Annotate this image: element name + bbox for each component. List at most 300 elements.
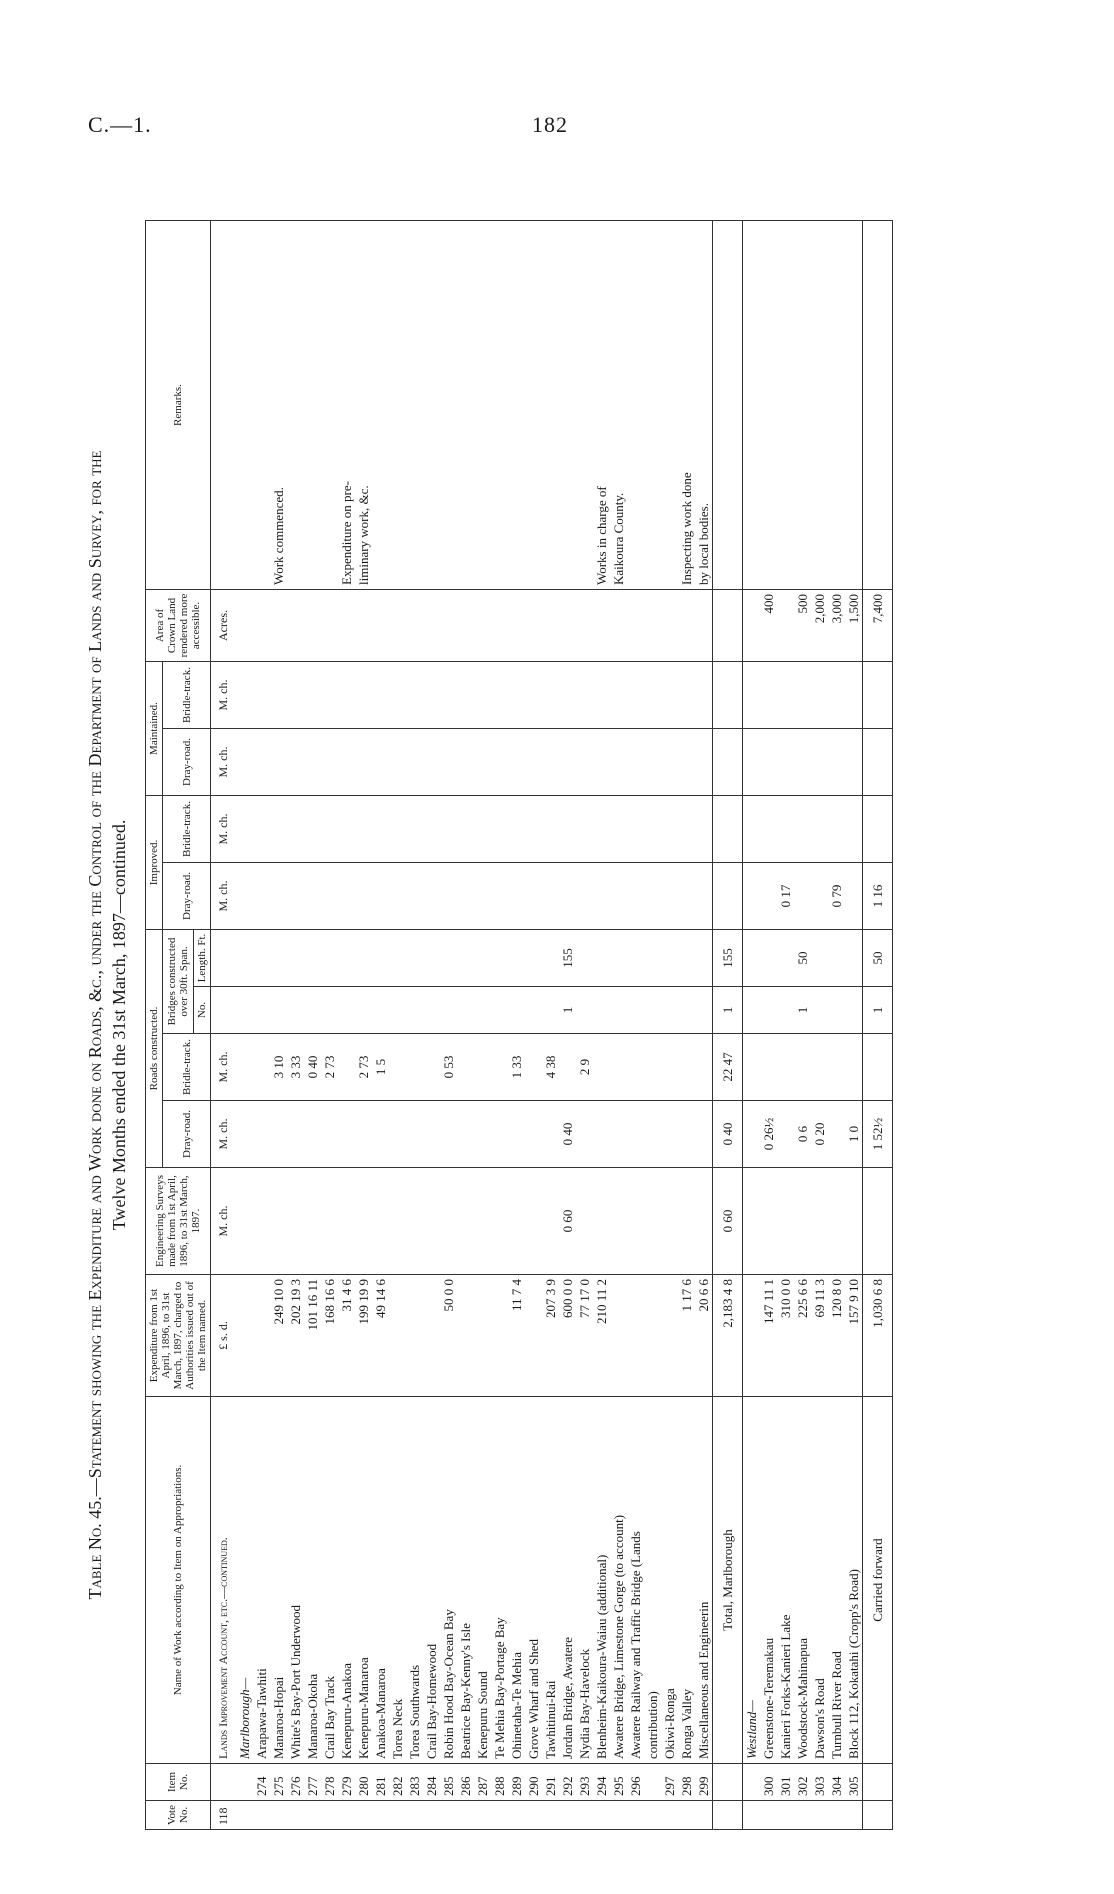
work-name: Crail Bay-Homewood (423, 1397, 440, 1764)
survey-value (474, 1168, 491, 1275)
work-name: Grove Wharf and Shed (525, 1397, 542, 1764)
table-cell (542, 1801, 559, 1830)
bridge-length (576, 930, 593, 987)
improved-dray (576, 863, 593, 930)
bridle-track-value (406, 1034, 423, 1101)
table-row (287, 221, 304, 1830)
remarks-text: Work commenced. (270, 221, 287, 590)
table-cell (321, 1801, 338, 1830)
bridle-track-value (338, 1034, 355, 1101)
improved-bridle (440, 796, 457, 863)
bridge-count (491, 987, 508, 1034)
table-row (713, 221, 743, 1830)
survey-value (661, 1168, 678, 1275)
improved-bridle (593, 796, 610, 863)
item-number: 290 (525, 1764, 542, 1801)
maintained-bridle (474, 662, 491, 729)
improved-bridle (457, 796, 474, 863)
col-roads: Roads constructed. (146, 930, 163, 1168)
expenditure-value: 225 6 6 (794, 1275, 811, 1397)
improved-dray (321, 863, 338, 930)
bridge-count (287, 987, 304, 1034)
maintained-dray (593, 729, 610, 796)
bridle-track-value: 1 33 (508, 1034, 525, 1101)
area-value (777, 590, 794, 662)
table-cell (610, 1801, 627, 1830)
dray-road-value: 0 20 (811, 1101, 828, 1168)
unit-mch: M. ch. (211, 662, 237, 729)
table-cell (713, 590, 743, 662)
area-value (304, 590, 321, 662)
table-cell (760, 729, 777, 796)
bridge-length (525, 930, 542, 987)
bridge-length (457, 930, 474, 987)
col-bridges: Bridges constructed over 30ft. Span. (163, 930, 194, 1034)
bridge-length (321, 930, 338, 987)
item-number: 304 (828, 1764, 845, 1801)
area-value (661, 590, 678, 662)
expenditure-value: 202 19 3 (287, 1275, 304, 1397)
item-number: 278 (321, 1764, 338, 1801)
table-row (811, 221, 828, 1830)
maintained-bridle (576, 662, 593, 729)
expenditure-value (610, 1275, 627, 1397)
maintained-dray (695, 729, 713, 796)
improved-bridle (610, 796, 627, 863)
bridge-length (811, 930, 828, 987)
remarks-text: Works in charge of (593, 221, 610, 590)
dray-road-value (508, 1101, 525, 1168)
unit-mch: M. ch. (211, 796, 237, 863)
table-cell (743, 863, 761, 930)
survey-value (253, 1168, 270, 1275)
item-number: 298 (678, 1764, 695, 1801)
improved-dray (474, 863, 491, 930)
work-name: Ronga Valley (678, 1397, 695, 1764)
table-row (457, 221, 474, 1830)
improved-bridle (372, 796, 389, 863)
table-row (253, 221, 270, 1830)
table-row (828, 221, 845, 1830)
maintained-dray (372, 729, 389, 796)
rotated-table-page (85, 220, 1005, 1830)
maintained-bridle (406, 662, 423, 729)
table-cell (828, 1801, 845, 1830)
work-name: Miscellaneous and Engineerin (695, 1397, 713, 1764)
bridge-length (406, 930, 423, 987)
expenditure-value (661, 1275, 678, 1397)
table-row (627, 221, 644, 1830)
table-cell (760, 796, 777, 863)
survey-value (423, 1168, 440, 1275)
dray-road-value: 0 6 (794, 1101, 811, 1168)
table-row (508, 221, 525, 1830)
item-number: 282 (389, 1764, 406, 1801)
table-cell (593, 1801, 610, 1830)
table-cell (253, 1801, 270, 1830)
table-cell (287, 1801, 304, 1830)
work-name: Manaroa-Okoha (304, 1397, 321, 1764)
work-name: Robin Hood Bay-Ocean Bay (440, 1397, 457, 1764)
survey-value (525, 1168, 542, 1275)
maintained-bridle (542, 662, 559, 729)
dray-road-value (389, 1101, 406, 1168)
table-cell (760, 221, 777, 590)
improved-dray (760, 863, 777, 930)
bridle-track-value (661, 1034, 678, 1101)
expenditure-value: 20 6 6 (695, 1275, 713, 1397)
bridge-length: 50 (794, 930, 811, 987)
bridle-track-value: 0 40 (304, 1034, 321, 1101)
total-bridge-count: 1 (863, 987, 893, 1034)
bridge-count (304, 987, 321, 1034)
improved-dray (542, 863, 559, 930)
table-title: Table No. 45.—Statement showing the Expenditure and Work done on Roads, &c., under the Control of the Department of Lands and Survey, for the (85, 450, 105, 1600)
item-number: 301 (777, 1764, 794, 1801)
survey-value (678, 1168, 695, 1275)
table-cell (863, 729, 893, 796)
work-name: Crail Bay Track (321, 1397, 338, 1764)
unit-acres: Acres. (211, 590, 237, 662)
maintained-dray (389, 729, 406, 796)
bridge-count (508, 987, 525, 1034)
area-value (491, 590, 508, 662)
area-value (406, 590, 423, 662)
table-row (355, 221, 372, 1830)
area-value (423, 590, 440, 662)
work-name: Turnbull River Road (828, 1397, 845, 1764)
total-bridge-length: 50 (863, 930, 893, 987)
table-cell (863, 221, 893, 590)
table-cell (713, 796, 743, 863)
expenditure-value (423, 1275, 440, 1397)
bridle-track-value: 0 53 (440, 1034, 457, 1101)
table-cell (863, 1168, 893, 1275)
survey-value (406, 1168, 423, 1275)
dray-road-value (270, 1101, 287, 1168)
maintained-dray (525, 729, 542, 796)
col-improved-dray: Dray-road. (163, 863, 211, 930)
improved-dray (491, 863, 508, 930)
item-number: 279 (338, 1764, 355, 1801)
work-name: Torea Neck (389, 1397, 406, 1764)
total-dray-road: 0 40 (713, 1101, 743, 1168)
maintained-bridle (593, 662, 610, 729)
table-cell (863, 1801, 893, 1830)
survey-value (695, 1168, 713, 1275)
expenditure-value: 600 0 0 (559, 1275, 576, 1397)
table-cell (713, 221, 743, 590)
bridge-count (593, 987, 610, 1034)
table-cell (389, 1801, 406, 1830)
table-cell (743, 930, 761, 987)
table-cell (743, 221, 761, 590)
item-number: 291 (542, 1764, 559, 1801)
improved-bridle (389, 796, 406, 863)
improved-bridle (542, 796, 559, 863)
bridle-track-value (253, 1034, 270, 1101)
improved-bridle (661, 796, 678, 863)
maintained-bridle (304, 662, 321, 729)
table-row (304, 221, 321, 1830)
item-number: 285 (440, 1764, 457, 1801)
work-name: Dawson's Road (811, 1397, 828, 1764)
work-name: Woodstock-Mahinapua (794, 1397, 811, 1764)
expenditure-value: 120 8 0 (828, 1275, 845, 1397)
improved-dray (695, 863, 713, 930)
dray-road-value (661, 1101, 678, 1168)
bridge-length (542, 930, 559, 987)
table-cell (845, 796, 863, 863)
unit-mch: M. ch. (211, 1034, 237, 1101)
dray-road-value (287, 1101, 304, 1168)
bridle-track-value (525, 1034, 542, 1101)
maintained-bridle (270, 662, 287, 729)
dray-road-value (253, 1101, 270, 1168)
total-survey: 0 60 (713, 1168, 743, 1275)
work-name: Kenepuru Sound (474, 1397, 491, 1764)
item-number: 299 (695, 1764, 713, 1801)
table-cell (863, 796, 893, 863)
maintained-dray (491, 729, 508, 796)
improved-bridle (491, 796, 508, 863)
dray-road-value (678, 1101, 695, 1168)
maintained-bridle (287, 662, 304, 729)
table-subtitle: Twelve Months ended the 31st March, 1897—continued. (109, 819, 129, 1231)
improved-dray (287, 863, 304, 930)
work-name: Kanieri Forks-Kanieri Lake (777, 1397, 794, 1764)
table-cell (863, 662, 893, 729)
improved-bridle (287, 796, 304, 863)
area-value: 3,000 (828, 590, 845, 662)
dray-road-value (542, 1101, 559, 1168)
area-value (440, 590, 457, 662)
carried-forward-label: Carried forward (863, 1397, 893, 1764)
table-cell (338, 1801, 355, 1830)
improved-dray (845, 863, 863, 930)
maintained-bridle (491, 662, 508, 729)
table-cell (661, 1801, 678, 1830)
bridle-track-value (695, 1034, 713, 1101)
table-row (321, 221, 338, 1830)
expenditure-value: 77 17 0 (576, 1275, 593, 1397)
table-cell (777, 221, 794, 590)
table-cell (811, 796, 828, 863)
work-name: White's Bay-Port Underwood (287, 1397, 304, 1764)
expenditure-value: 199 19 9 (355, 1275, 372, 1397)
area-value (355, 590, 372, 662)
dray-road-value (474, 1101, 491, 1168)
improved-bridle (423, 796, 440, 863)
item-number: 284 (423, 1764, 440, 1801)
remarks-text (253, 221, 270, 590)
improved-bridle (576, 796, 593, 863)
bridge-length (491, 930, 508, 987)
work-name: Awatere Railway and Traffic Bridge (Lands (627, 1397, 644, 1764)
unit-mch: M. ch. (211, 1168, 237, 1275)
improved-dray (355, 863, 372, 930)
bridle-track-value (474, 1034, 491, 1101)
maintained-bridle (644, 662, 661, 729)
maintained-bridle (389, 662, 406, 729)
item-number: 292 (559, 1764, 576, 1801)
total-bridge-count: 1 (713, 987, 743, 1034)
col-surveys: Engineering Surveys made from 1st April, 1896, to 31st March, 1897. (146, 1168, 211, 1275)
bridge-count (355, 987, 372, 1034)
table-cell (794, 1801, 811, 1830)
survey-value (457, 1168, 474, 1275)
bridge-count (423, 987, 440, 1034)
remarks-text (491, 221, 508, 590)
table-cell (713, 1764, 743, 1801)
item-number: 295 (610, 1764, 627, 1801)
area-value (542, 590, 559, 662)
survey-value (627, 1168, 644, 1275)
bridge-length (845, 930, 863, 987)
maintained-bridle (355, 662, 372, 729)
work-name: Greenstone-Teremakau (760, 1397, 777, 1764)
bridge-count (644, 987, 661, 1034)
dray-road-value (576, 1101, 593, 1168)
improved-dray (508, 863, 525, 930)
bridge-length (355, 930, 372, 987)
bridle-track-value: 2 9 (576, 1034, 593, 1101)
item-number: 281 (372, 1764, 389, 1801)
col-remarks: Remarks. (146, 221, 211, 590)
dray-road-value (457, 1101, 474, 1168)
survey-value (491, 1168, 508, 1275)
item-number: 283 (406, 1764, 423, 1801)
table-row (474, 221, 491, 1830)
table-cell (845, 221, 863, 590)
table-cell (828, 662, 845, 729)
table-cell (713, 1801, 743, 1830)
improved-bridle (270, 796, 287, 863)
area-value (270, 590, 287, 662)
table-cell (794, 1034, 811, 1101)
total-dray-road: 1 52½ (863, 1101, 893, 1168)
improved-dray: 0 17 (777, 863, 794, 930)
improved-dray (338, 863, 355, 930)
remarks-text (406, 221, 423, 590)
item-number: 305 (845, 1764, 863, 1801)
table-cell (743, 1168, 761, 1275)
bridge-length (695, 930, 713, 987)
bridge-length (627, 930, 644, 987)
maintained-bridle (253, 662, 270, 729)
table-cell (695, 1801, 713, 1830)
table-row (777, 221, 794, 1830)
work-name: Okiwi-Ronga (661, 1397, 678, 1764)
maintained-bridle (440, 662, 457, 729)
expenditure-value: 207 3 9 (542, 1275, 559, 1397)
dray-road-value: 1 0 (845, 1101, 863, 1168)
table-cell (777, 1034, 794, 1101)
maintained-bridle (338, 662, 355, 729)
remarks-text: Expenditure on pre- (338, 221, 355, 590)
table-body (211, 221, 893, 1830)
table-cell (845, 729, 863, 796)
item-number: 274 (253, 1764, 270, 1801)
dray-road-value (423, 1101, 440, 1168)
item-number: 302 (794, 1764, 811, 1801)
bridge-count (828, 987, 845, 1034)
bridle-track-value (678, 1034, 695, 1101)
remarks-text: Kaikoura County. (610, 221, 627, 590)
maintained-dray (678, 729, 695, 796)
improved-dray (406, 863, 423, 930)
maintained-bridle (457, 662, 474, 729)
maintained-dray (457, 729, 474, 796)
bridge-length: 155 (559, 930, 576, 987)
table-row (661, 221, 678, 1830)
col-bridges-length: Length. Ft. (194, 930, 211, 987)
page-number: 182 (532, 112, 568, 137)
item-number: 289 (508, 1764, 525, 1801)
work-name: Beatrice Bay-Kenny's Isle (457, 1397, 474, 1764)
bridle-track-value (644, 1034, 661, 1101)
expenditure-value (474, 1275, 491, 1397)
survey-value (389, 1168, 406, 1275)
item-number: 297 (661, 1764, 678, 1801)
maintained-dray (440, 729, 457, 796)
expenditure-value: 31 4 6 (338, 1275, 355, 1397)
bridle-track-value (423, 1034, 440, 1101)
survey-value (508, 1168, 525, 1275)
table-cell (863, 1034, 893, 1101)
expenditure-value (491, 1275, 508, 1397)
bridge-count (678, 987, 695, 1034)
bridle-track-value (627, 1034, 644, 1101)
survey-value (372, 1168, 389, 1275)
table-cell (644, 1801, 661, 1830)
bridge-count (610, 987, 627, 1034)
maintained-dray (542, 729, 559, 796)
table-cell (794, 796, 811, 863)
section-heading: Lands Improvement Account, etc.—continued. (211, 1397, 237, 1764)
work-name: Blenheim-Kaikoura-Waiau (additional) (593, 1397, 610, 1764)
unit-money: £ s. d. (211, 1275, 237, 1397)
bridge-count (406, 987, 423, 1034)
bridle-track-value: 2 73 (321, 1034, 338, 1101)
item-number: 286 (457, 1764, 474, 1801)
document-code: C.—1. (88, 112, 152, 137)
maintained-bridle (321, 662, 338, 729)
table-cell (743, 796, 761, 863)
maintained-dray (423, 729, 440, 796)
table-row (542, 221, 559, 1830)
total-expenditure: 1,030 6 8 (863, 1275, 893, 1397)
bridge-length (338, 930, 355, 987)
col-item: Item No. (146, 1764, 211, 1801)
maintained-bridle (661, 662, 678, 729)
area-value (593, 590, 610, 662)
bridle-track-value (593, 1034, 610, 1101)
improved-dray (593, 863, 610, 930)
table-cell (811, 1034, 828, 1101)
bridge-length (661, 930, 678, 987)
dray-road-value (695, 1101, 713, 1168)
district-heading: Westland— (743, 1397, 761, 1764)
expenditure-value: 168 16 6 (321, 1275, 338, 1397)
total-expenditure: 2,183 4 8 (713, 1275, 743, 1397)
col-area: Area of Crown Land rendered more accessible. (146, 590, 211, 662)
dray-road-value (406, 1101, 423, 1168)
improved-bridle (474, 796, 491, 863)
bridge-length (777, 930, 794, 987)
remarks-text (423, 221, 440, 590)
improved-dray (253, 863, 270, 930)
